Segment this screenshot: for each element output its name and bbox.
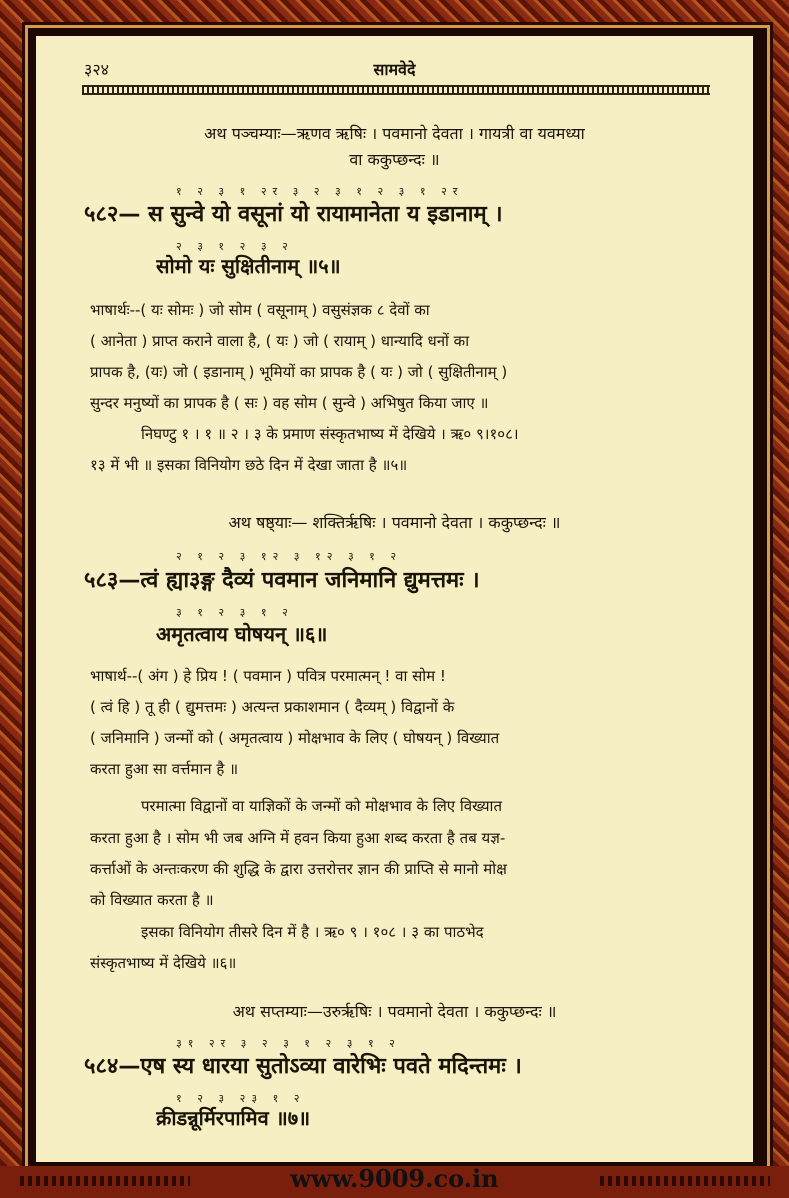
bhashya-line: इसका विनियोग तीसरे दिन में है । ऋ० ९ । १०८ । ३ का पाठभेद (141, 923, 484, 941)
verse-intro-cont: वा ककुप्छन्दः ॥ (349, 150, 440, 169)
page-header (36, 58, 753, 82)
svara-marks: १ २ ३ १ २र ३ २ ३ १ २ ३ १ २र (176, 185, 464, 198)
book-title: सामवेदे (373, 60, 416, 79)
bhashya-line: संस्कृतभाष्य में देखिये ॥६॥ (90, 954, 237, 972)
verse-intro: अथ सप्तम्याः—उरुर्ऋषिः । पवमानो देवता । ककुप्छन्दः ॥ (232, 1002, 557, 1021)
bhashya-line: ( त्वं हि ) तू ही ( द्युमत्तमः ) अत्यन्त प्रकाशमान ( दैव्यम् ) विद्वानों के (90, 698, 455, 716)
mantra-line: अमृतत्वाय घोषयन् ॥६॥ (156, 622, 328, 646)
bhashya-line: १३ में भी ॥ इसका विनियोग छठे दिन में देखा जाता है ॥५॥ (90, 456, 408, 474)
svara-marks: ३ १ २ ३ १ २ (176, 606, 294, 619)
svara-marks: २ १ २ ३ १२ ३ १२ ३ १ २ (176, 550, 403, 563)
svara-marks: १ २ ३ २३ १ २ (176, 1092, 306, 1105)
bhashya-line: कर्त्ताओं के अन्तःकरण की शुद्धि के द्वारा उत्तरोत्तर ज्ञान की प्राप्ति से मानो मोक्ष (90, 860, 507, 878)
verse-intro: अथ षष्ठ्याः— शक्तिर्ऋषिः । पवमानो देवता । ककुप्छन्दः ॥ (228, 513, 561, 532)
svara-marks: २ ३ १ २ ३ २ (176, 240, 294, 253)
bhashya-line: प्रापक है, (यः) जो ( इडानाम् ) भूमियों का प्रापक है ( यः ) जो ( सुक्षितीनाम् ) (90, 363, 508, 381)
bhashya-line: करता हुआ है । सोम भी जब अग्नि में हवन किया हुआ शब्द करता है तब यज्ञ- (90, 829, 506, 847)
mantra-line: ५८३—त्वं ह्या३ङ्ग दैव्यं पवमान जनिमानि द्युमत्तमः । (84, 568, 480, 593)
footer-website-link[interactable]: www.9009.co.in (290, 1164, 499, 1193)
header-ornament-divider (82, 85, 710, 95)
bhashya-line: भाषार्थः--( यः सोमः ) जो सोम ( वसूनाम् ) वसुसंज्ञक ८ देवों का (90, 301, 430, 319)
mantra-line: ५८४—एष स्य धारया सुतोऽव्या वारेभिः पवते मदिन्तमः । (84, 1054, 522, 1079)
mantra-line: ५८२— स सुन्वे यो वसूनां यो रायामानेता य इडानाम् । (84, 202, 503, 227)
page-number: ३२४ (84, 60, 109, 79)
bhashya-line: भाषार्थ--( अंग ) हे प्रिय ! ( पवमान ) पवित्र परमात्मन् ! वा सोम ! (90, 667, 446, 685)
bhashya-line: ( आनेता ) प्राप्त कराने वाला है, ( यः ) जो ( रायाम् ) धान्यादि धनों का (90, 332, 470, 350)
bhashya-line: करता हुआ सा वर्त्तमान है ॥ (90, 760, 239, 778)
bhashya-line: ( जनिमानि ) जन्मों को ( अमृतत्वाय ) मोक्षभाव के लिए ( घोषयन् ) विख्यात (90, 729, 500, 747)
mantra-line: सोमो यः सुक्षितीनाम् ॥५॥ (156, 254, 341, 278)
book-page (36, 36, 753, 1162)
bhashya-line: परमात्मा विद्वानों वा याज्ञिकों के जन्मों को मोक्षभाव के लिए विख्यात (141, 797, 502, 815)
bhashya-line: निघण्टु १ । १ ॥ २ । ३ के प्रमाण संस्कृतभाष्य में देखिये । ऋ० ९।१०८। (141, 425, 519, 443)
bhashya-line: को विख्यात करता है ॥ (90, 891, 214, 909)
mantra-line: क्रीडन्नूर्मिरपामिव ॥७॥ (156, 1106, 311, 1130)
verse-intro: अथ पञ्चम्याः—ऋणव ऋषिः । पवमानो देवता । गायत्री वा यवमध्या (204, 124, 585, 143)
bhashya-line: सुन्दर मनुष्यों का प्रापक है ( सः ) वह सोम ( सुन्वे ) अभिषुत किया जाए ॥ (90, 394, 489, 412)
svara-marks: ३१ २र ३ २ ३ १ २ ३ १ २ (176, 1037, 401, 1050)
